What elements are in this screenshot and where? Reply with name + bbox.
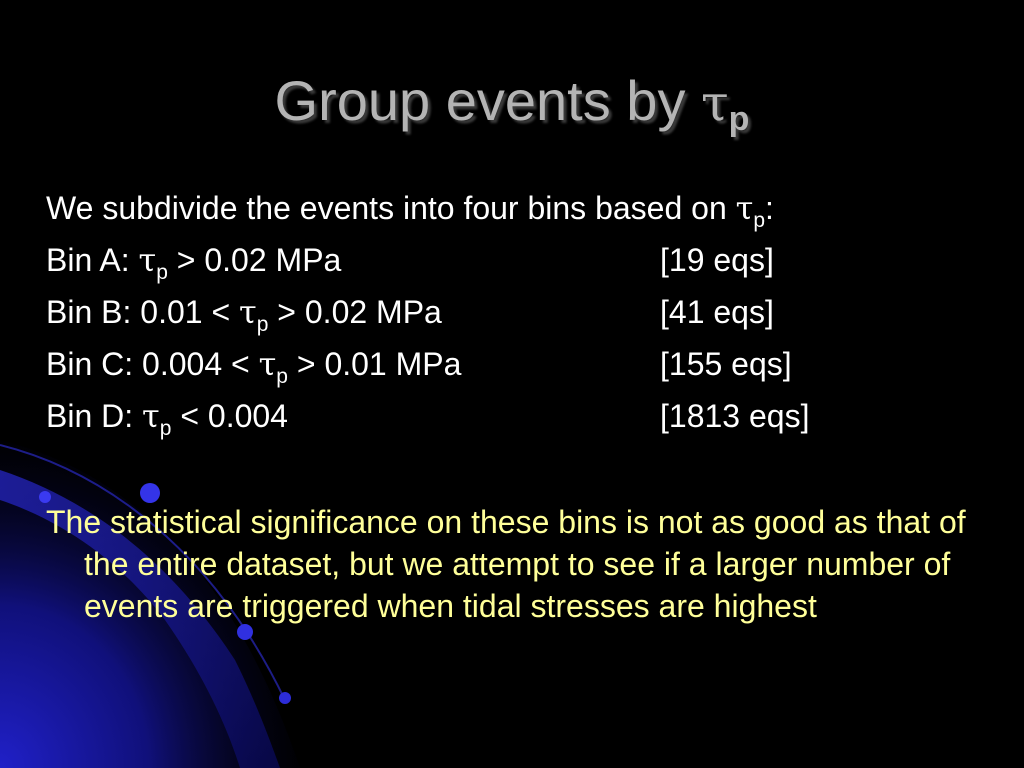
tau-subscript: p — [156, 261, 168, 284]
bin-c-count: [155 eqs] — [660, 346, 792, 382]
tau-symbol: τ — [701, 74, 729, 132]
significance-note: The statistical significance on these bins is not as good as that of the entire dataset, but we attempt to see if a larger number of events are triggered when tidal stresses are highest — [46, 504, 966, 624]
tau-symbol: τ — [138, 241, 157, 279]
decor-dot — [279, 692, 291, 704]
bin-a-count: [19 eqs] — [660, 242, 774, 278]
tau-symbol: τ — [735, 189, 754, 227]
intro-text: We subdivide the events into four bins based on $\tau_p$: — [46, 189, 774, 232]
bin-d-count: [1813 eqs] — [660, 398, 810, 434]
bin-c-range: Bin C: $0.004 < \tau_p > 0.01$ MPa — [46, 345, 462, 388]
tau-symbol: τ — [239, 293, 257, 331]
bin-b-range: Bin B: $0.01 < \tau_p > 0.02$ MPa — [46, 293, 442, 336]
tau-symbol: τ — [142, 397, 160, 435]
tau-subscript: p — [276, 365, 288, 388]
tau-subscript: p — [728, 100, 750, 138]
slide-title: Group events by τp — [274, 69, 750, 138]
bin-d-range: Bin D: $\tau_p < 0.004$ — [46, 397, 288, 440]
tau-symbol: τ — [258, 345, 277, 383]
decor-dot — [140, 483, 160, 503]
tau-subscript: p — [159, 417, 172, 440]
tau-subscript: p — [256, 313, 269, 336]
bin-a-range: Bin A: $\tau_p > 0.02$ MPa — [46, 241, 342, 284]
tau-subscript: p — [753, 209, 766, 232]
bin-b-count: [41 eqs] — [660, 294, 774, 330]
